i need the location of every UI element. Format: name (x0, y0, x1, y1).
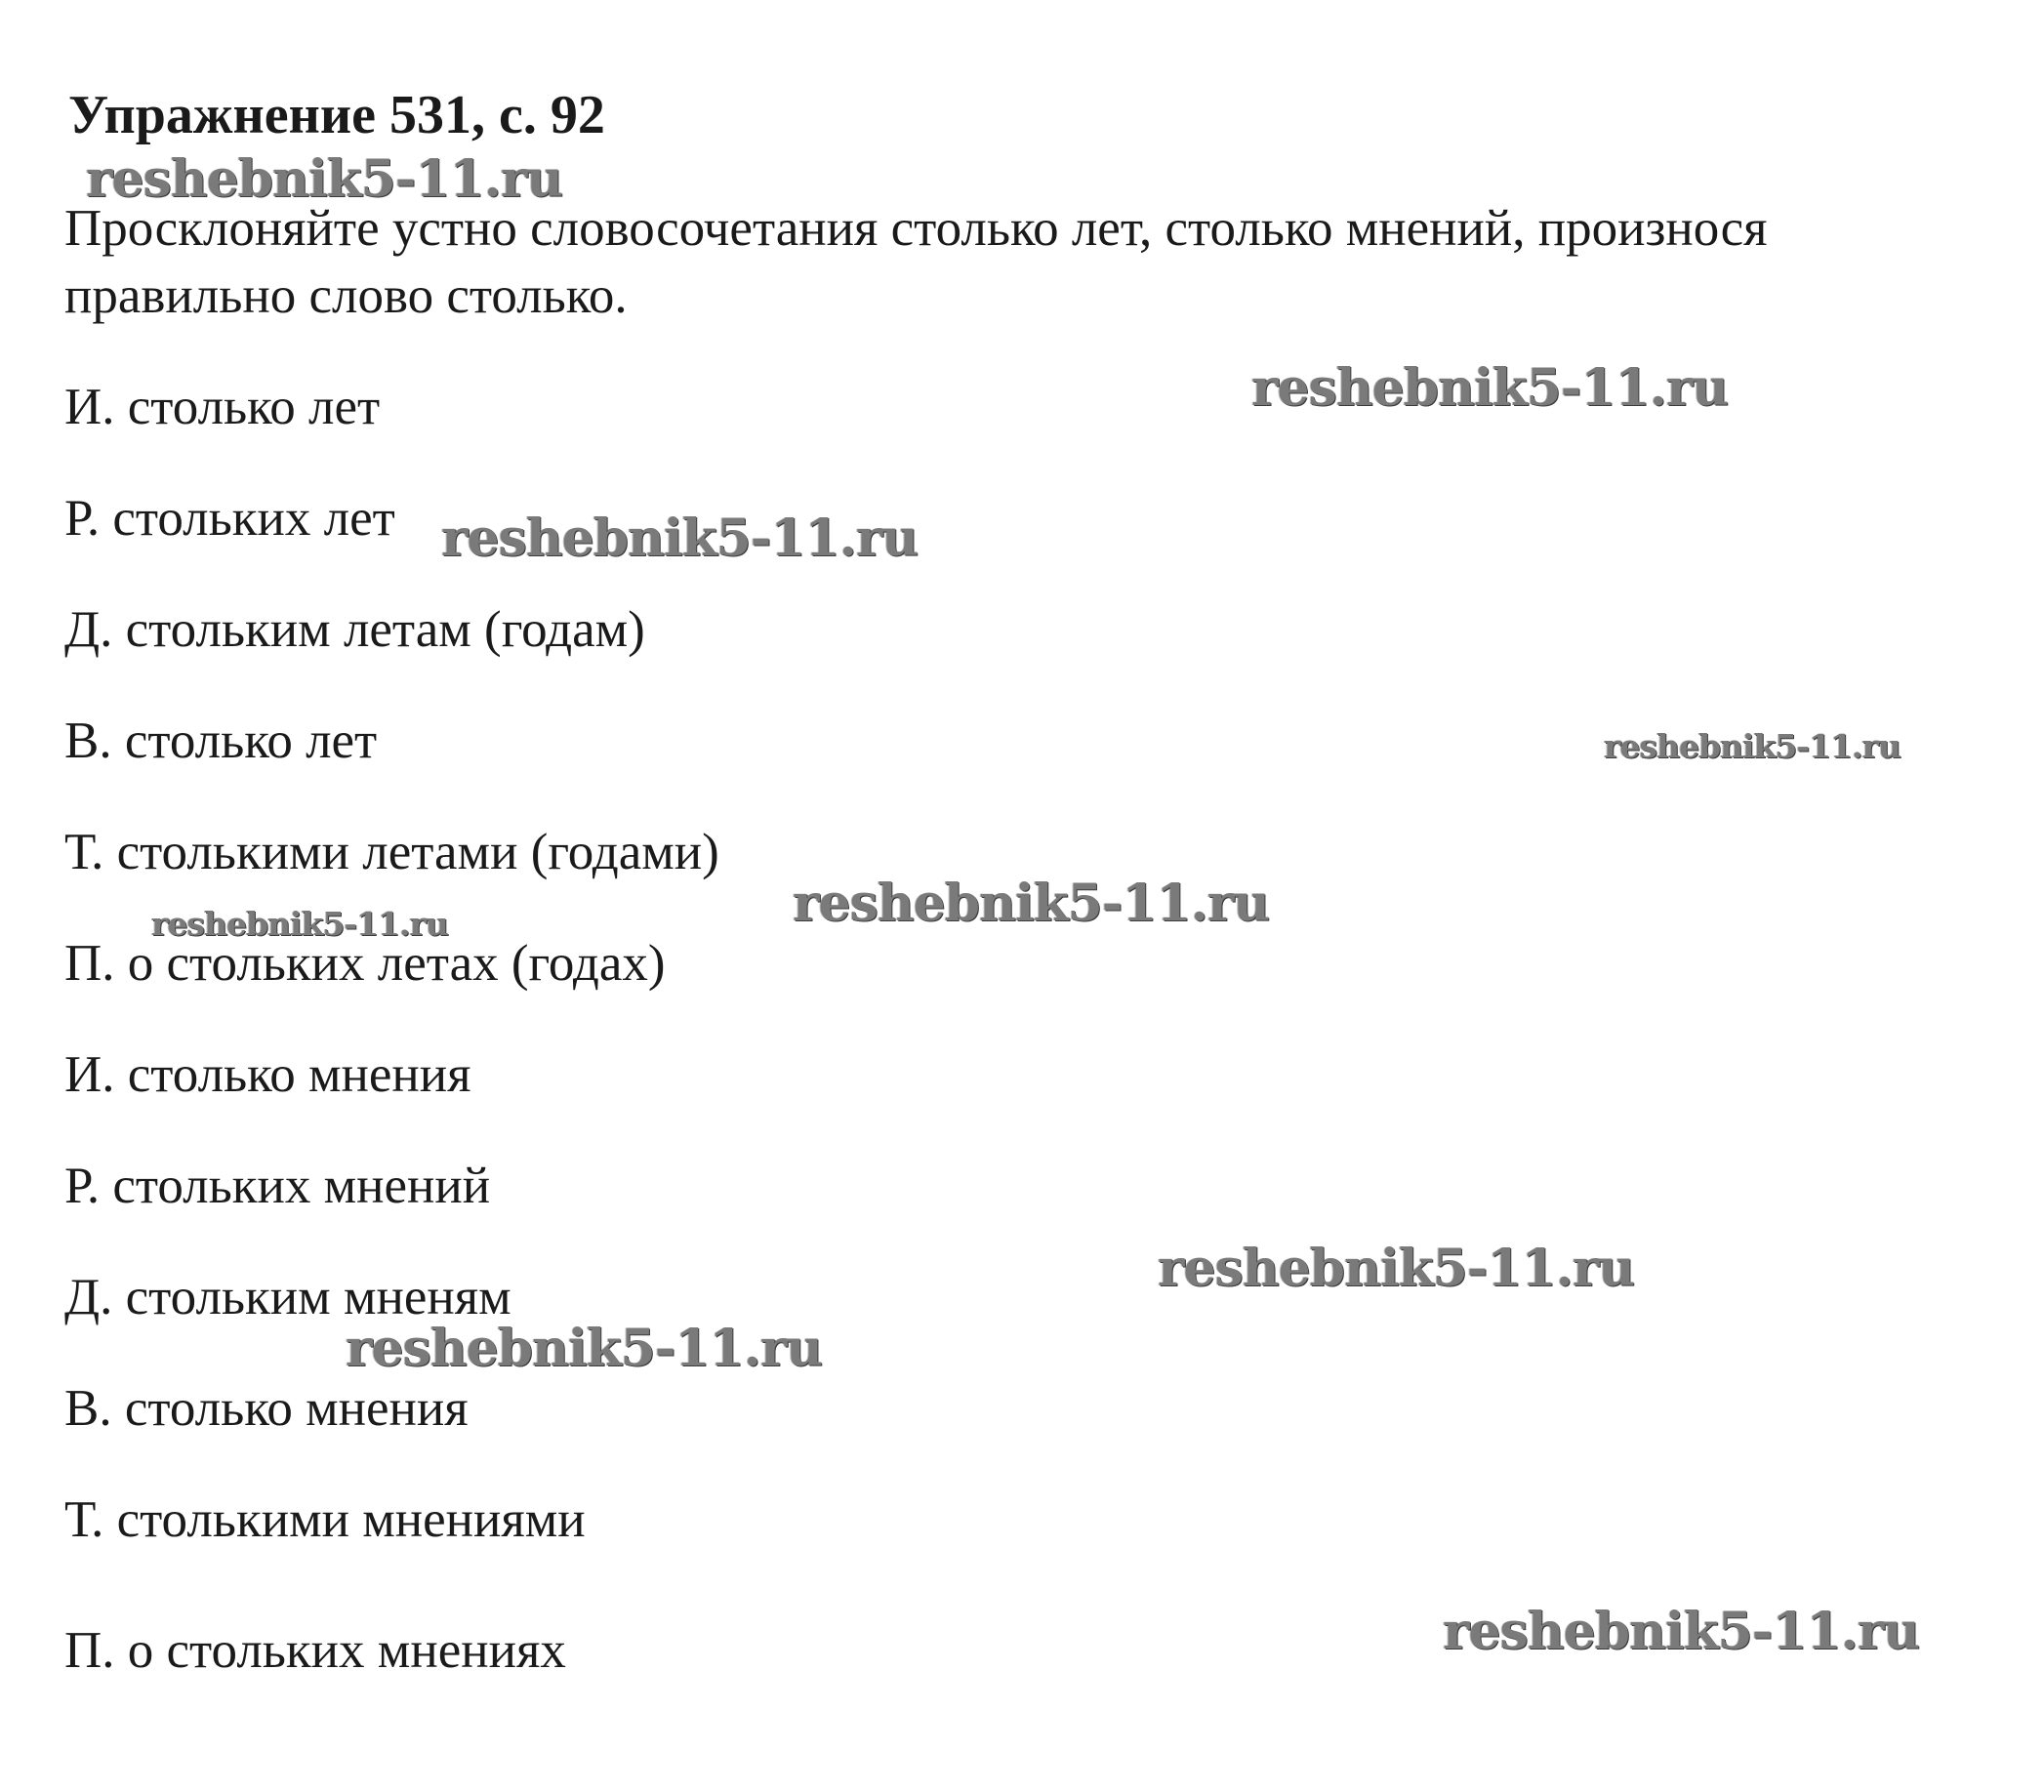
declension-years-prepositional: П. о стольких летах (годах) (64, 935, 666, 992)
declension-years-dative: Д. стольким летам (годам) (64, 601, 645, 658)
declension-opinions-accusative: В. столько мнения (64, 1380, 469, 1437)
declension-years-instrumental: Т. столькими летами (годами) (64, 824, 719, 880)
watermark: reshebnik5-11.ru (1158, 1239, 1635, 1298)
watermark: reshebnik5-11.ru (441, 509, 919, 568)
exercise-title: Упражнение 531, с. 92 (68, 85, 605, 145)
declension-years-genitive: Р. стольких лет (64, 490, 395, 547)
watermark: reshebnik5-11.ru (793, 874, 1270, 933)
watermark: reshebnik5-11.ru (1443, 1602, 1920, 1661)
watermark: reshebnik5-11.ru (346, 1319, 823, 1378)
declension-years-nominative: И. столько лет (64, 379, 381, 435)
declension-opinions-genitive: Р. стольких мнений (64, 1158, 491, 1214)
declension-opinions-nominative: И. столько мнения (64, 1046, 471, 1103)
declension-opinions-instrumental: Т. столькими мнениями (64, 1491, 586, 1548)
watermark: reshebnik5-11.ru (86, 149, 563, 209)
watermark: reshebnik5-11.ru (151, 905, 448, 943)
watermark: reshebnik5-11.ru (1604, 727, 1901, 765)
watermark: reshebnik5-11.ru (1251, 358, 1729, 418)
declension-years-accusative: В. столько лет (64, 713, 378, 769)
declension-opinions-prepositional: П. о стольких мнениях (64, 1622, 566, 1679)
declension-opinions-dative: Д. стольким мненям (64, 1269, 511, 1325)
exercise-instruction: Просклоняйте устно словосочетания столько лет, столько мнений, произнося правильно слово столько. (64, 200, 1768, 324)
